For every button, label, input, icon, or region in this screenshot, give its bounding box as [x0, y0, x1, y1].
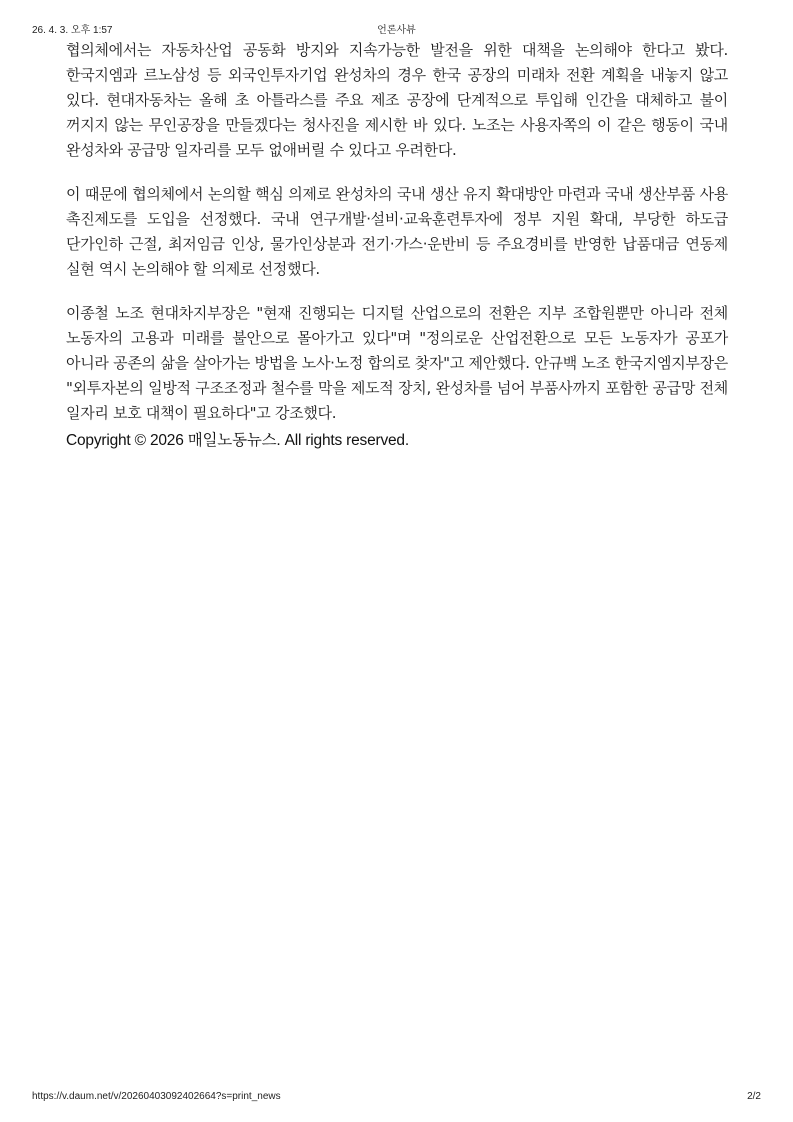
- article-paragraph: 이 때문에 협의체에서 논의할 핵심 의제로 완성차의 국내 생산 유지 확대방안 마련과 국내 생산부품 사용 촉진제도를 도입을 선정했다. 국내 연구개발·설비·교육훈련투자에 정부 지원 확대, 부당한 하도급 단가인하 근절, 최저임금 인상, 물가인상분과 전기·가스·운반비 등 주요경비를 반영한 납품대금 연동제 실현 역시 논의해야 할 의제로 선정했다.: [66, 185, 728, 278]
- copyright-notice: Copyright © 2026 매일노동뉴스. All rights reserved.: [66, 432, 409, 449]
- print-datetime: 26. 4. 3. 오후 1:57: [32, 25, 113, 36]
- print-page-title: 언론사뷰: [377, 25, 416, 36]
- print-footer: [32, 1091, 761, 1105]
- print-header: [32, 21, 761, 35]
- page-number: 2/2: [747, 1091, 761, 1102]
- article-body: [66, 38, 728, 451]
- article-paragraph: 협의체에서는 자동차산업 공동화 방지와 지속가능한 발전을 위한 대책을 논의해야 한다고 봤다. 한국지엠과 르노삼성 등 외국인투자기업 완성차의 경우 한국 공장의 미래차 전환 계획을 내놓지 않고 있다. 현대자동차는 올해 초 아틀라스를 주요 제조 공장에 단계적으로 투입해 인간을 대체하고 불이 꺼지지 않는 무인공장을 만들겠다는 청사진을 제시한 바 있다. 노조는 사용자쪽의 이 같은 행동이 국내 완성차와 공급망 일자리를 모두 없애버릴 수 있다고 우려한다.: [66, 41, 728, 159]
- print-url: https://v.daum.net/v/20260403092402664?s=print_news: [32, 1091, 281, 1102]
- article-paragraph: 이종철 노조 현대차지부장은 "현재 진행되는 디지털 산업으로의 전환은 지부 조합원뿐만 아니라 전체 노동자의 고용과 미래를 불안으로 몰아가고 있다"며 "정의로운 산업전환으로 모든 노동자가 공포가 아니라 공존의 삶을 살아가는 방법을 노사·노정 합의로 찾자"고 제안했다. 안규백 노조 한국지엠지부장은 "외투자본의 일방적 구조조정과 철수를 막을 제도적 장치, 완성차를 넘어 부품사까지 포함한 공급망 전체 일자리 보호 대책이 필요하다"고 강조했다.: [66, 304, 728, 422]
